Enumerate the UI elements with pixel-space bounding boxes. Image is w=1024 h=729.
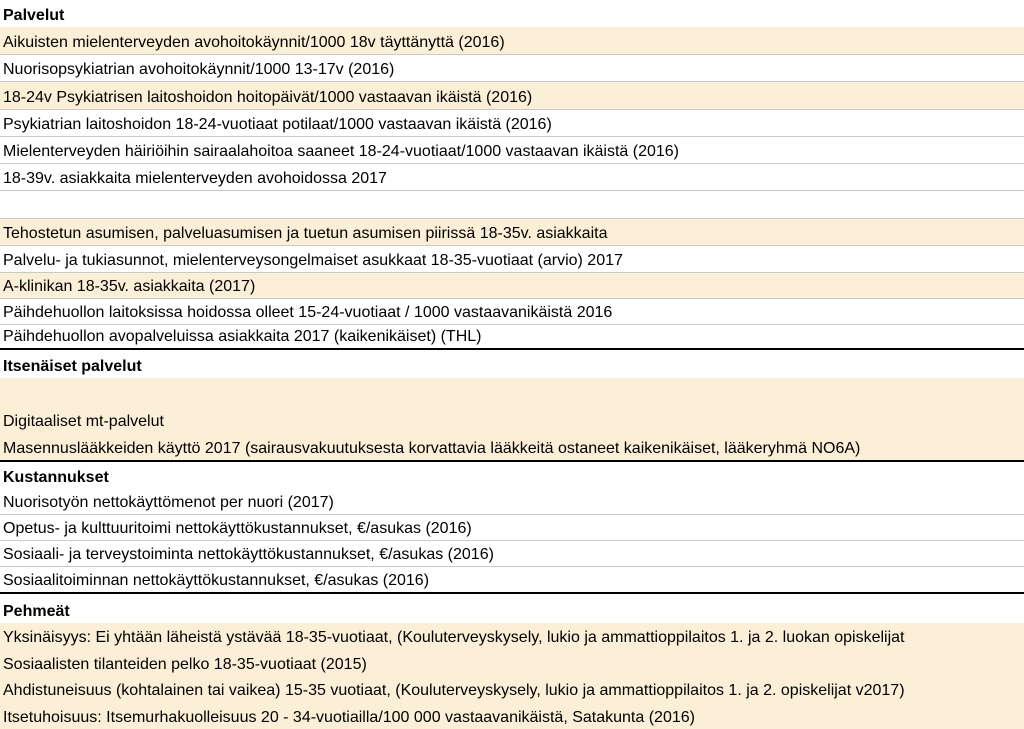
table-row[interactable]: Digitaaliset mt-palvelut bbox=[0, 378, 1024, 433]
table-row[interactable]: Sosiaalitoiminnan nettokäyttökustannukset, €/asukas (2016) bbox=[0, 567, 1024, 594]
table-row[interactable]: Masennuslääkkeiden käyttö 2017 (sairausvakuutuksesta korvattavia lääkkeitä ostaneet kaikenikäiset, lääkeryhmä NO6A) bbox=[0, 433, 1024, 462]
table-row[interactable]: Päihdehuollon avopalveluissa asiakkaita 2017 (kaikenikäiset) (THL) bbox=[0, 325, 1024, 350]
table-row[interactable]: Nuorisotyön nettokäyttömenot per nuori (2017) bbox=[0, 489, 1024, 515]
table-row[interactable]: 18-24v Psykiatrisen laitoshoidon hoitopäivät/1000 vastaavan ikäistä (2016) bbox=[0, 82, 1024, 110]
table-row[interactable]: Sosiaali- ja terveystoiminta nettokäyttökustannukset, €/asukas (2016) bbox=[0, 541, 1024, 567]
section-heading-palvelut[interactable]: Palvelut bbox=[3, 7, 65, 24]
table-row[interactable]: Sosiaalisten tilanteiden pelko 18-35-vuotiaat (2015) bbox=[0, 649, 1024, 676]
table-row[interactable]: Psykiatrian laitoshoidon 18-24-vuotiaat potilaat/1000 vastaavan ikäistä (2016) bbox=[0, 110, 1024, 137]
table-row-empty[interactable] bbox=[0, 191, 1024, 219]
table-row[interactable]: Päihdehuollon laitoksissa hoidossa olleet 15-24-vuotiaat / 1000 vastaavanikäistä 2016 bbox=[0, 299, 1024, 325]
section-heading-kustannukset[interactable]: Kustannukset bbox=[3, 469, 109, 486]
table-row[interactable]: Mielenterveyden häiriöihin sairaalahoitoa saaneet 18-24-vuotiaat/1000 vastaavan ikäistä (2016) bbox=[0, 137, 1024, 164]
table-row[interactable]: Yksinäisyys: Ei yhtään läheistä ystävää 18-35-vuotiaat, (Kouluterveyskysely, lukio ja ammattioppilaitos 1. ja 2. luokan opiskelijat bbox=[0, 623, 1024, 649]
table-row[interactable]: Palvelu- ja tukiasunnot, mielenterveysongelmaiset asukkaat 18-35-vuotiaat (arvio) 2017 bbox=[0, 246, 1024, 273]
table-row[interactable]: 18-39v. asiakkaita mielenterveyden avohoidossa 2017 bbox=[0, 164, 1024, 191]
table-row[interactable]: Itsetuhoisuus: Itsemurhakuolleisuus 20 - 34-vuotiailla/100 000 vastaavanikäistä, Satakunta (2016) bbox=[0, 702, 1024, 729]
section-heading-pehmeat[interactable]: Pehmeät bbox=[3, 603, 70, 620]
table-row[interactable]: Ahdistuneisuus (kohtalainen tai vaikea) 15-35 vuotiaat, (Kouluterveyskysely, lukio ja ammattioppilaitos 1. ja 2. opiskelijat v2017) bbox=[0, 676, 1024, 702]
table-row[interactable]: Aikuisten mielenterveyden avohoitokäynnit/1000 18v täyttänyttä (2016) bbox=[0, 27, 1024, 55]
table-row[interactable]: Tehostetun asumisen, palveluasumisen ja tuetun asumisen piirissä 18-35v. asiakkaita bbox=[0, 219, 1024, 246]
table-row[interactable]: Nuorisopsykiatrian avohoitokäynnit/1000 13-17v (2016) bbox=[0, 55, 1024, 82]
table-row[interactable]: A-klinikan 18-35v. asiakkaita (2017) bbox=[0, 273, 1024, 299]
table-row[interactable]: Opetus- ja kulttuuritoimi nettokäyttökustannukset, €/asukas (2016) bbox=[0, 515, 1024, 541]
section-heading-itsenaiset-palvelut[interactable]: Itsenäiset palvelut bbox=[3, 358, 142, 375]
